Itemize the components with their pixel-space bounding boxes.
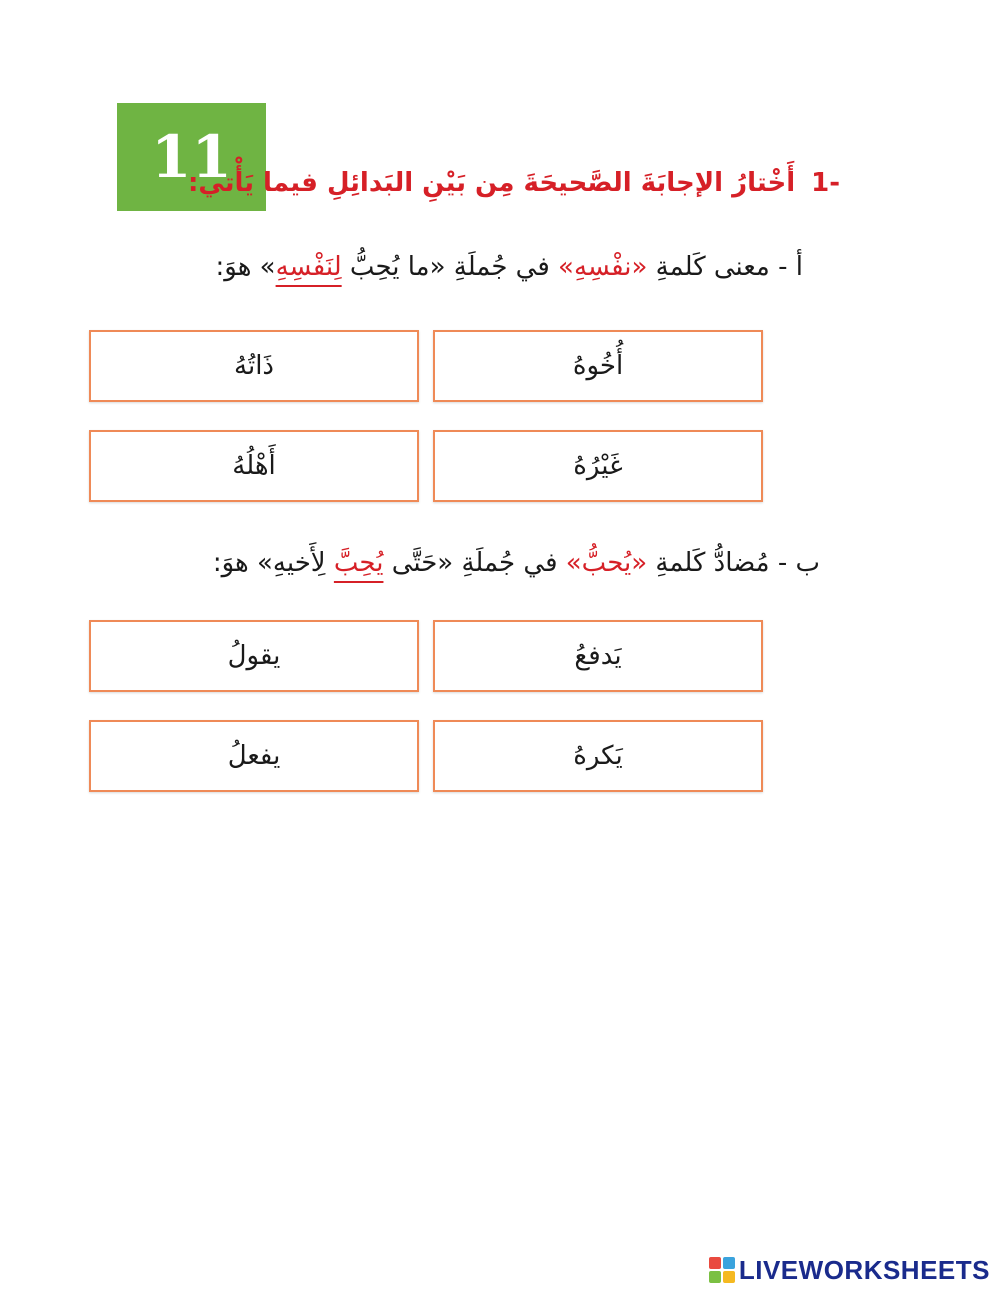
logo-square [709, 1271, 721, 1283]
option-label: يفعلُ [227, 741, 281, 771]
question-b-prefix: ب - مُضادُّ كَلمةِ [655, 548, 820, 578]
option-a-4[interactable] [89, 430, 419, 502]
instruction-number: -1 [811, 168, 840, 198]
question-b-word: «يُحبُّ» [565, 548, 648, 578]
option-b-1[interactable] [433, 620, 763, 692]
question-a-word: «نفْسِهِ» [558, 252, 648, 282]
question-a-prefix: أ - معنى كَلمةِ [655, 252, 803, 282]
question-b-suffix: لِأَخيهِ» هوَ: [212, 548, 326, 578]
question-a-underlined: لِنَفْسِهِ [275, 252, 342, 282]
option-label: ذَاتُهُ [234, 351, 274, 381]
option-label: غَيْرُهُ [573, 451, 623, 481]
option-a-3[interactable] [433, 430, 763, 502]
option-label: يَكرهُ [573, 741, 623, 771]
option-a-1[interactable] [433, 330, 763, 402]
question-a-middle: في جُملَةِ «ما يُحِبُّ [349, 252, 550, 282]
liveworksheets-brand [709, 1256, 990, 1284]
option-a-2[interactable] [89, 330, 419, 402]
option-b-4[interactable] [89, 720, 419, 792]
liveworksheets-logo-icon [709, 1257, 735, 1283]
option-b-3[interactable] [433, 720, 763, 792]
lesson-number: 11 [151, 123, 232, 191]
option-label: يَدفعُ [574, 641, 622, 671]
brand-name: LIVEWORKSHEETS [738, 1254, 990, 1285]
question-a-suffix: » هوَ: [215, 252, 276, 282]
logo-square [709, 1257, 721, 1269]
instruction-text: أَخْتارُ الإجابَةَ الصَّحيحَةَ مِن بَيْنِ البَدائِلِ فيما يَأْتي: [188, 168, 796, 198]
question-b-underlined: يُحِبَّ [333, 548, 384, 578]
option-b-2[interactable] [89, 620, 419, 692]
option-label: أُخُوهُ [572, 351, 624, 381]
logo-square [723, 1271, 735, 1283]
logo-square [723, 1257, 735, 1269]
instruction-heading [188, 168, 840, 198]
option-label: يقولُ [227, 641, 281, 671]
question-a [215, 252, 803, 282]
question-b [212, 548, 820, 578]
option-label: أَهْلُهُ [232, 451, 276, 481]
question-b-middle: في جُملَةِ «حَتَّى [391, 548, 558, 578]
